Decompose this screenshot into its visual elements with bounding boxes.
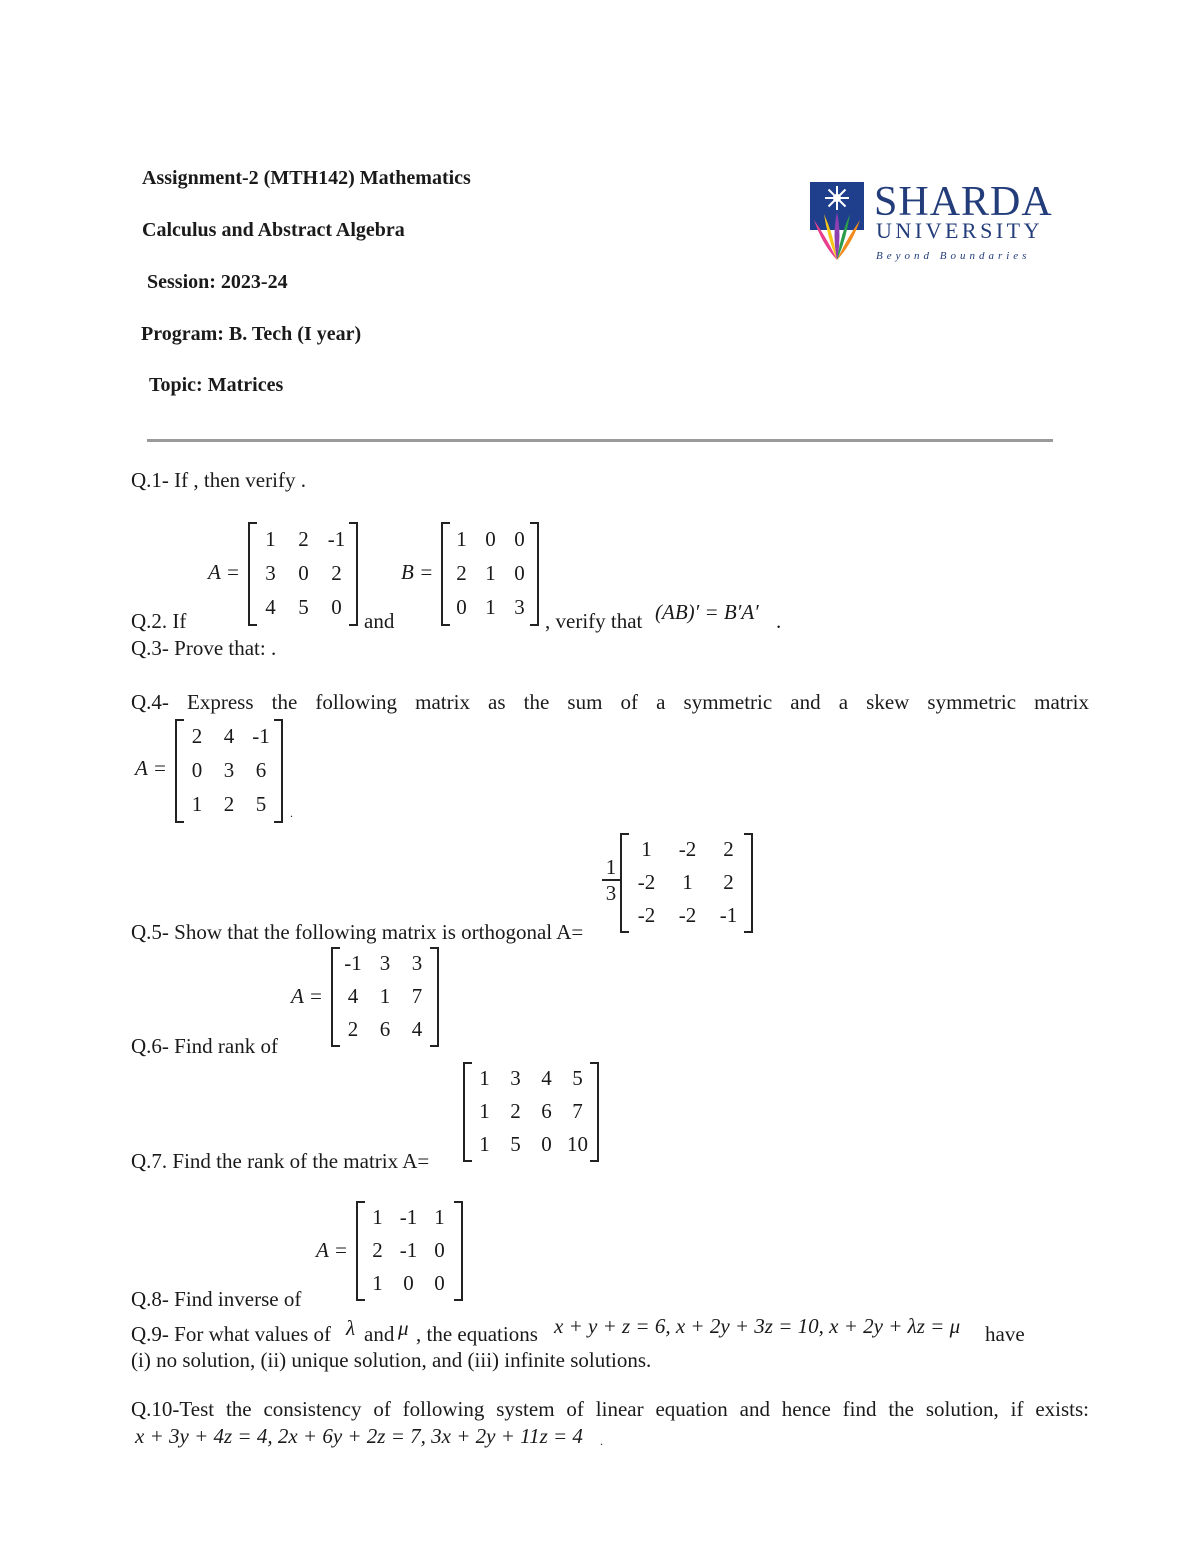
question-9-cases: (i) no solution, (ii) unique solution, and (iii) infinite solutions. (131, 1348, 652, 1372)
q7-matrix (463, 1062, 599, 1162)
question-4: Q.4- Express the following matrix as the sum of a symmetric and a skew symmetric matrix (131, 690, 1089, 714)
matrix-cell: 2 (723, 870, 734, 894)
lotus-emblem-icon (808, 180, 866, 264)
question-2-prefix: Q.2. If (131, 609, 187, 633)
matrix-cell: 4 (347, 984, 359, 1008)
matrix-row (254, 590, 353, 624)
matrix-cell: 3 (223, 757, 235, 782)
matrix-cell: 0 (434, 1271, 445, 1295)
logo-name: SHARDA (874, 179, 1053, 225)
q2-matrix-b (441, 522, 539, 626)
matrix-row (181, 719, 277, 753)
matrix-row (447, 556, 534, 590)
q9-suffix: have (985, 1322, 1025, 1346)
q9-mu: μ (398, 1316, 409, 1340)
matrix-row (181, 787, 277, 821)
matrix-cell: 1 (479, 1066, 490, 1090)
matrix-cell: 5 (298, 594, 309, 619)
matrix-cell: 3 (265, 560, 276, 585)
question-2-end: . (776, 609, 782, 633)
question-8: Q.8- Find inverse of (131, 1287, 302, 1311)
q4-end: . (290, 806, 293, 820)
matrix-cell: 0 (331, 594, 342, 619)
q5-fraction (602, 856, 620, 904)
matrix-cell: 1 (191, 791, 203, 816)
matrix-cell: 1 (485, 560, 496, 585)
question-10: Q.10-Test the consistency of following system of linear equation and hence find the solution, if exists: (131, 1397, 1089, 1421)
question-1: Q.1- If , then verify . (131, 468, 306, 492)
matrix-cell: 1 (372, 1205, 383, 1229)
matrix-cell: -2 (678, 837, 697, 861)
program-label: Program: B. Tech (I year) (141, 323, 362, 345)
matrix-cell: 2 (372, 1238, 383, 1262)
matrix-row (626, 833, 749, 866)
q9-lambda: λ (346, 1316, 356, 1340)
matrix-cell: 0 (298, 560, 309, 585)
matrix-row (469, 1128, 593, 1161)
q5-frac-num: 1 (605, 855, 617, 879)
matrix-cell: 3 (379, 951, 391, 975)
matrix-row (254, 556, 353, 590)
topic-label: Topic: Matrices (149, 374, 284, 396)
matrix-cell: 1 (641, 837, 652, 861)
matrix-row (469, 1095, 593, 1128)
assignment-title: Assignment-2 (MTH142) Mathematics (142, 167, 471, 189)
matrix-cell: 7 (572, 1099, 583, 1123)
q2-label-a: A = (208, 560, 240, 584)
matrix-row (626, 866, 749, 899)
session-label: Session: 2023-24 (147, 271, 288, 293)
matrix-row (181, 753, 277, 787)
matrix-cell: 2 (223, 791, 235, 816)
q9-and: and (364, 1322, 395, 1346)
q6-matrix (331, 947, 439, 1047)
question-7: Q.7. Find the rank of the matrix A= (131, 1149, 430, 1173)
q8-label: A = (316, 1238, 348, 1262)
matrix-cell: -1 (327, 526, 346, 551)
matrix-cell: -1 (252, 723, 270, 748)
matrix-cell: 1 (479, 1099, 490, 1123)
matrix-cell: 6 (255, 757, 267, 782)
matrix-cell: 1 (434, 1205, 445, 1229)
matrix-cell: 6 (541, 1099, 552, 1123)
matrix-cell: -2 (678, 903, 697, 927)
matrix-cell: -1 (344, 951, 362, 975)
matrix-cell: -2 (637, 870, 656, 894)
matrix-cell: 1 (485, 594, 496, 619)
matrix-cell: 3 (411, 951, 423, 975)
matrix-cell: 2 (723, 837, 734, 861)
q9-mid: , the equations (416, 1322, 538, 1346)
q5-frac-den: 3 (605, 881, 617, 905)
matrix-cell: 1 (379, 984, 391, 1008)
question-6: Q.6- Find rank of (131, 1034, 278, 1058)
q4-matrix (175, 719, 283, 823)
question-5: Q.5- Show that the following matrix is orthogonal A= (131, 920, 584, 944)
matrix-cell: 10 (567, 1132, 588, 1156)
logo-tagline: Beyond Boundaries (876, 250, 1031, 262)
matrix-row (337, 1013, 433, 1046)
matrix-cell: 7 (411, 984, 423, 1008)
course-name: Calculus and Abstract Algebra (142, 219, 405, 241)
matrix-cell: 4 (223, 723, 235, 748)
matrix-cell: 5 (572, 1066, 583, 1090)
matrix-cell: 0 (485, 526, 496, 551)
matrix-row (337, 980, 433, 1013)
matrix-cell: 2 (191, 723, 203, 748)
matrix-cell: 0 (403, 1271, 414, 1295)
q10-end: . (600, 1434, 603, 1448)
q2-label-b: B = (401, 560, 434, 584)
matrix-cell: 3 (510, 1066, 521, 1090)
q8-matrix (356, 1201, 463, 1301)
matrix-cell: 5 (510, 1132, 521, 1156)
matrix-row (362, 1201, 455, 1234)
matrix-cell: 5 (255, 791, 267, 816)
matrix-row (447, 590, 534, 624)
matrix-cell: -1 (719, 903, 738, 927)
matrix-cell: 4 (265, 594, 276, 619)
question-2-and: and (364, 609, 395, 633)
q2-matrix-a (248, 522, 358, 626)
matrix-row (362, 1267, 455, 1300)
matrix-cell: 3 (514, 594, 525, 619)
matrix-cell: 2 (510, 1099, 521, 1123)
q10-equations: x + 3y + 4z = 4, 2x + 6y + 2z = 7, 3x + 2y + 11z = 4 (135, 1424, 583, 1448)
matrix-row (362, 1234, 455, 1267)
q6-label: A = (291, 984, 323, 1008)
matrix-row (469, 1062, 593, 1095)
matrix-cell: -1 (399, 1205, 418, 1229)
matrix-cell: 0 (456, 594, 467, 619)
matrix-cell: 1 (265, 526, 276, 551)
matrix-cell: 2 (298, 526, 309, 551)
question-2-formula: (AB)′ = B′A′ (655, 600, 759, 624)
matrix-cell: 1 (456, 526, 467, 551)
question-9-prefix: Q.9- For what values of (131, 1322, 332, 1346)
question-3: Q.3- Prove that: . (131, 636, 277, 660)
q9-equations: x + y + z = 6, x + 2y + 3z = 10, x + 2y + λz = μ (554, 1314, 961, 1338)
matrix-cell: 4 (411, 1017, 423, 1041)
matrix-cell: 0 (191, 757, 203, 782)
matrix-cell: 0 (514, 526, 525, 551)
matrix-row (447, 522, 534, 556)
header-divider (147, 439, 1053, 442)
matrix-cell: 0 (541, 1132, 552, 1156)
matrix-cell: 1 (372, 1271, 383, 1295)
logo-subtitle: UNIVERSITY (876, 218, 1043, 243)
matrix-row (337, 947, 433, 980)
matrix-row (626, 899, 749, 932)
question-2-verify: , verify that (545, 609, 643, 633)
matrix-cell: 4 (541, 1066, 552, 1090)
university-logo (808, 180, 1058, 270)
matrix-cell: 2 (347, 1017, 359, 1041)
matrix-cell: 1 (682, 870, 693, 894)
matrix-cell: 1 (479, 1132, 490, 1156)
q4-label: A = (135, 756, 167, 780)
q5-matrix (620, 833, 753, 933)
matrix-cell: 0 (514, 560, 525, 585)
matrix-cell: 6 (379, 1017, 391, 1041)
matrix-cell: 0 (434, 1238, 445, 1262)
matrix-cell: -1 (399, 1238, 418, 1262)
matrix-cell: 2 (331, 560, 342, 585)
matrix-row (254, 522, 353, 556)
matrix-cell: -2 (637, 903, 656, 927)
matrix-cell: 2 (456, 560, 467, 585)
